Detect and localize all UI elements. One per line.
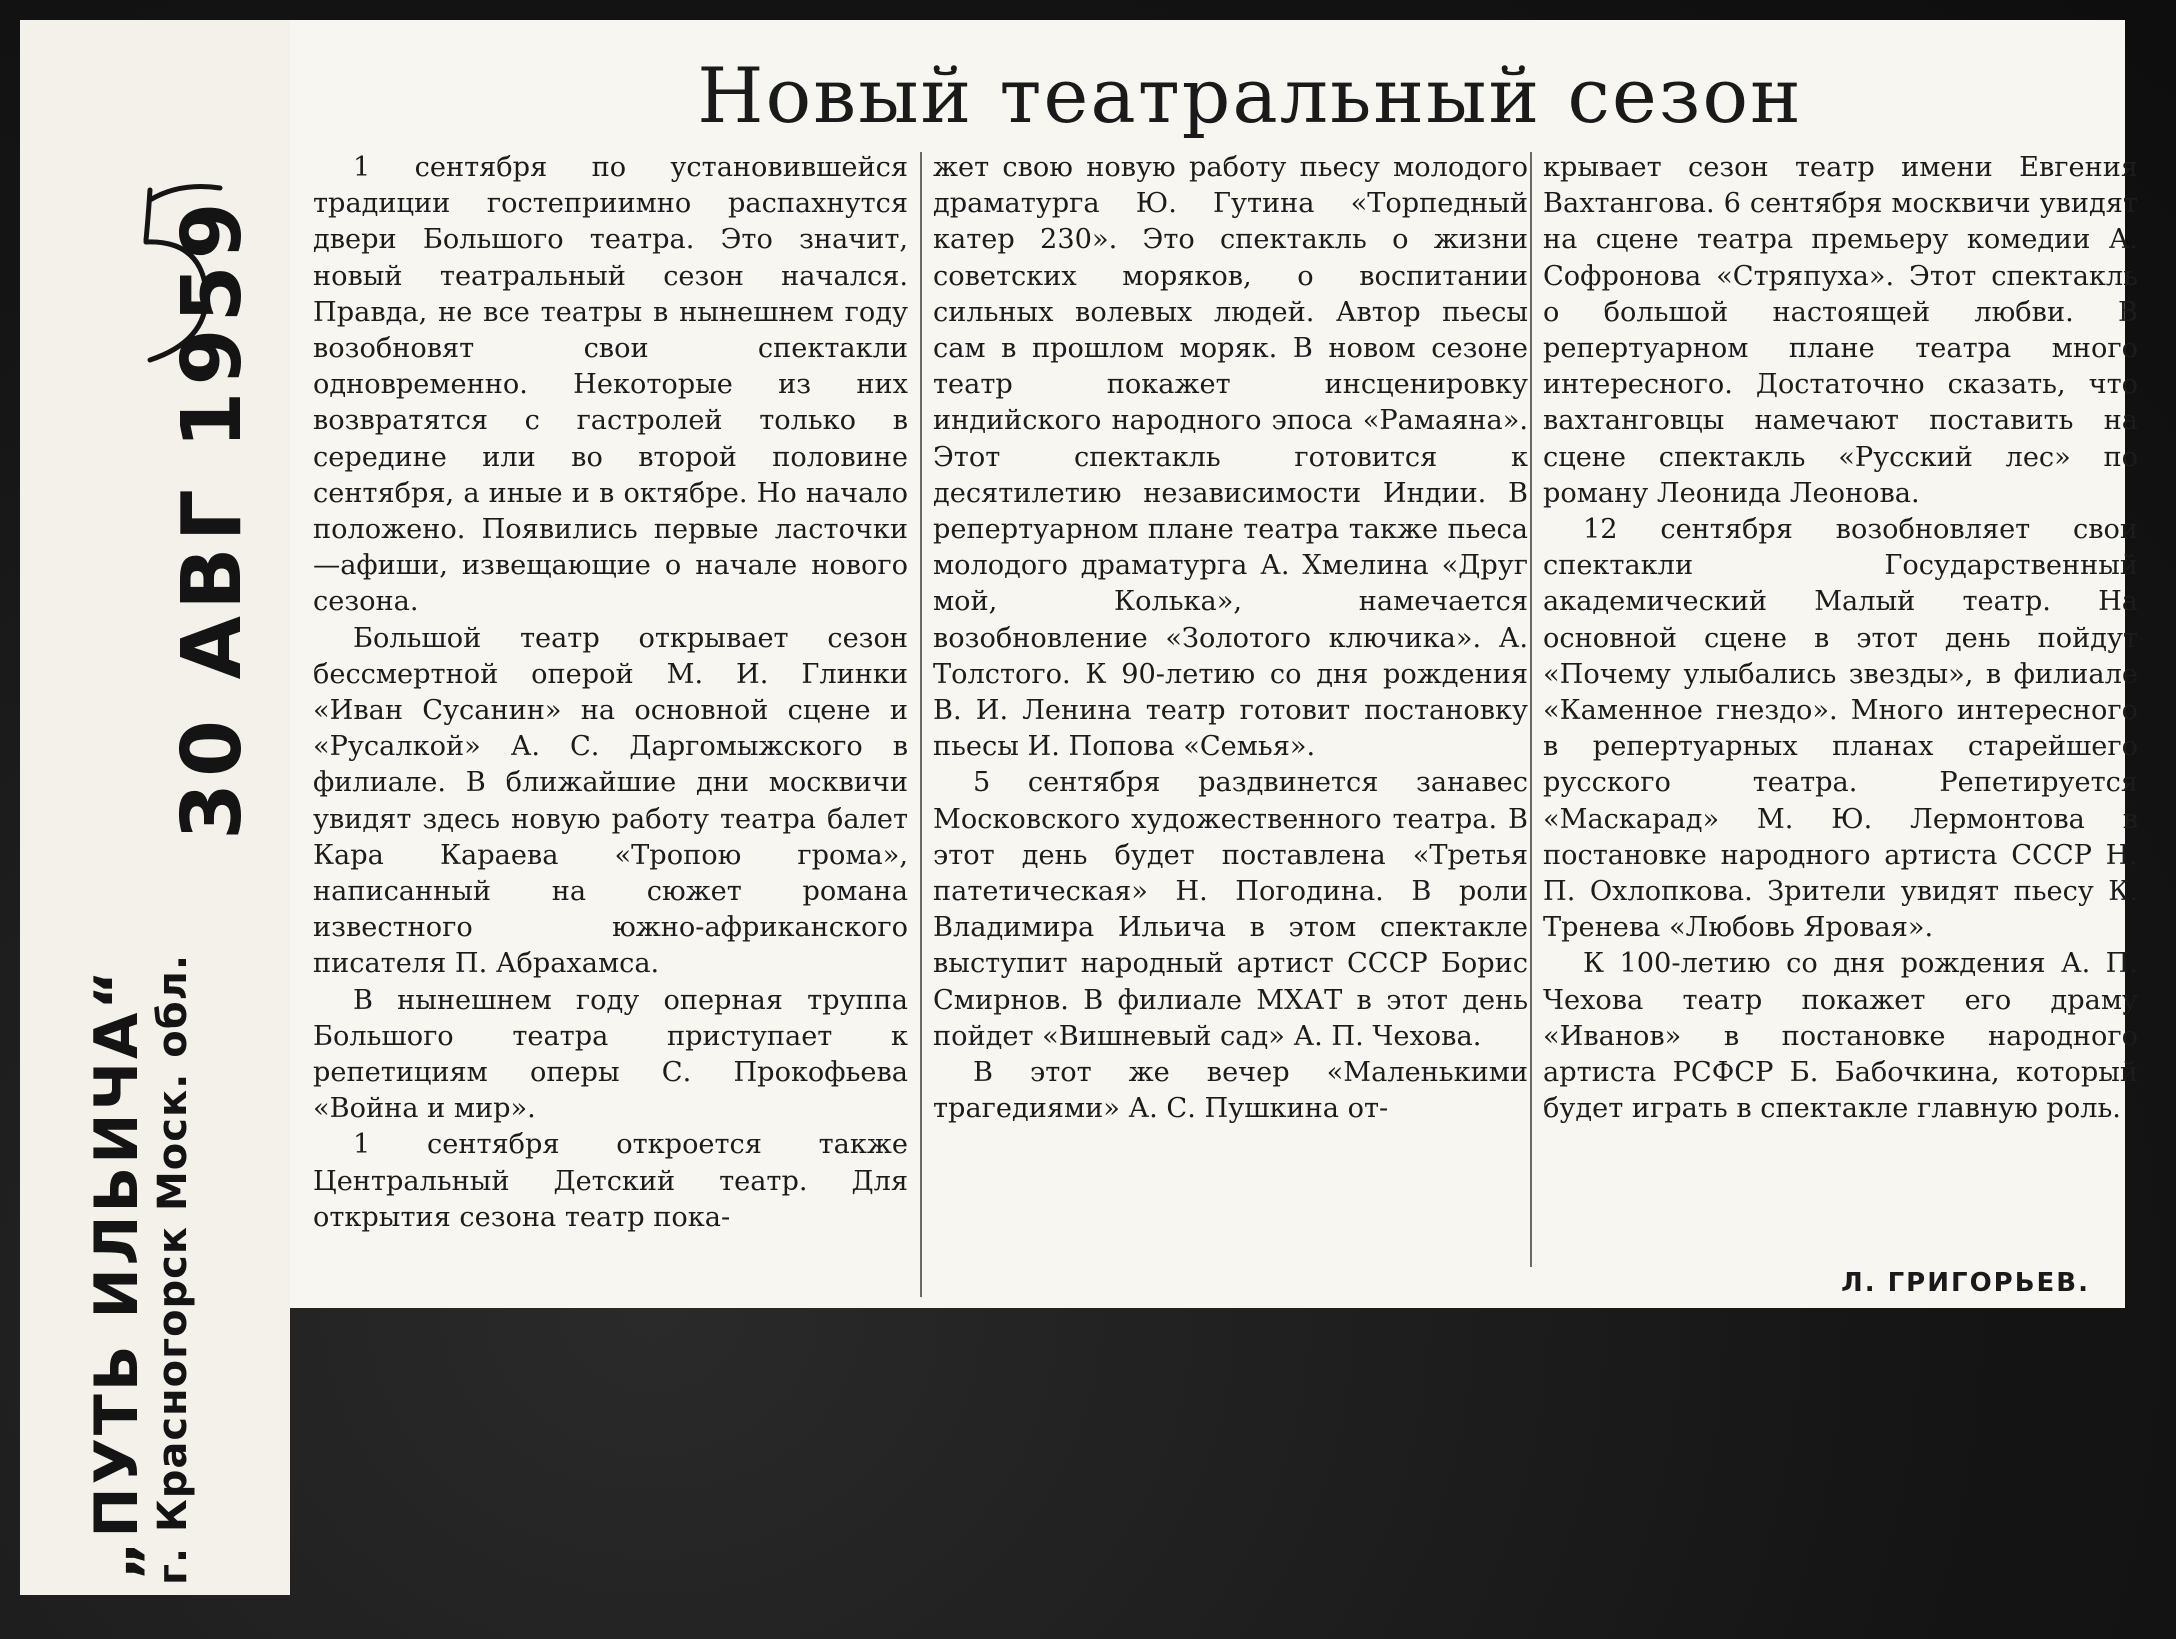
column-divider — [920, 152, 922, 1297]
column-3-paragraph: крывает сезон театр имени Евгения Вахтангова. 6 сентября москвичи увидят на сцене театра премьеру комедии А. Софронова «Стряпуха». Этот спектакль о большой настоящей любви. В репертуарном плане театра много интересного. Достаточно сказать, что вахтанговцы намечают поставить на сцене спектакль «Русский лес» по роману Леонида Леонова. — [1543, 152, 2138, 509]
column-1-paragraph: 1 сентября по установившейся традиции гостеприимно распахнутся двери Большого театра. Это значит, новый театральный сезон начался. Правда, не все театры в нынешнем году возобновят свои спектакли одновременно. Некоторые из них возвратятся с гастролей только в середине или во второй половине сентября, а иные и в октябре. Но начало положено. Появились первые ласточки—афиши, извещающие о начале нового сезона. — [313, 152, 908, 618]
column-3-paragraph: 12 сентября возобновляет свои спектакли Государственный академический Малый театр. На основной сцене в этот день пойдут «Почему улыбались звезды», в филиале «Каменное гнездо». Много интересного в репертуарных планах старейшего русского театра. Репетируется «Маскарад» М. Ю. Лермонтова в постановке народного артиста СССР Н. П. Охлопкова. Зрители увидят пьесу К. Тренева «Любовь Яровая». — [1543, 514, 2138, 944]
newspaper-name-stamp: „ПУТЬ ИЛЬИЧА“ — [82, 967, 152, 1580]
column-1-paragraph: Большой театр открывает сезон бессмертной оперой М. И. Глинки «Иван Сусанин» на основной сцене и «Русалкой» А. С. Даргомыжского в филиале. В ближайшие дни москвичи увидят здесь новую работу театра балет Кара Караева «Тропою грома», написанный на сюжет романа известного южно-африканского писателя П. Абрахамса. — [313, 622, 908, 980]
date-stamp: 30 АВГ 1959 — [165, 196, 260, 840]
column-2-paragraph: В этот же вечер «Маленькими трагедиями» А. С. Пушкина от- — [933, 1057, 1528, 1125]
article-column-3 — [1543, 150, 2138, 1127]
column-2-paragraph: жет свою новую работу пьесу молодого драматурга Ю. Гутина «Торпедный катер 230». Это спектакль о жизни советских моряков, о воспитании сильных волевых людей. Автор пьесы сам в прошлом моряк. В новом сезоне театр покажет инсценировку индийского народного эпоса «Рамаяна». Этот спектакль готовится к десятилетию независимости Индии. В репертуарном плане театра также пьеса молодого драматурга А. Хмелина «Друг мой, Колька», намечается возобновление «Золотого ключика». А. Толстого. К 90-летию со дня рождения В. И. Ленина театр готовит постановку пьесы И. Попова «Семья». — [933, 152, 1528, 763]
article-column-2 — [933, 150, 1528, 1127]
article-headline: Новый театральный сезон — [697, 51, 1803, 140]
author-signature: Л. ГРИГОРЬЕВ. — [1841, 1268, 2090, 1298]
column-1-paragraph: В нынешнем году оперная труппа Большого театра приступает к репетициям оперы С. Прокофьева «Война и мир». — [313, 984, 908, 1125]
column-3-paragraph: К 100-летию со дня рождения А. П. Чехова театр покажет его драму «Иванов» в постановке народного артиста РСФСР Б. Бабочкина, который будет играть в спектакле главную роль. — [1543, 948, 2138, 1125]
column-2-paragraph: 5 сентября раздвинется занавес Московского художественного театра. В этот день будет поставлена «Третья патетическая» Н. Погодина. В роли Владимира Ильича в этом спектакле выступит народный артист СССР Борис Смирнов. В филиале МХАТ в этот день пойдет «Вишневый сад» А. П. Чехова. — [933, 767, 1528, 1052]
article-column-1 — [313, 150, 908, 1236]
handwritten-number-text: 5 — [120, 170, 121, 171]
column-1-paragraph: 1 сентября откроется также Центральный Детский театр. Для открытия сезона театр пока- — [313, 1129, 908, 1233]
column-divider — [1530, 152, 1532, 1267]
newspaper-place-stamp: г. Красногорск Моск. обл. — [150, 953, 196, 1585]
